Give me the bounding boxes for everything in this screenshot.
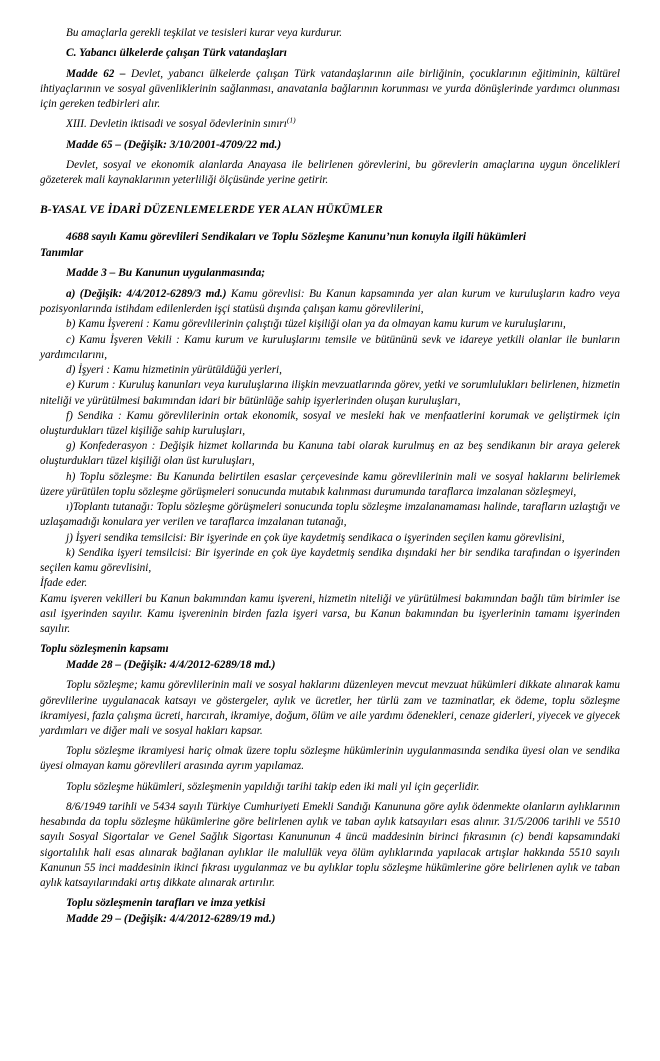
spacer: [40, 217, 620, 230]
heading-toplu-sozlesme-kapsami: Toplu sözleşmenin kapsamı: [40, 643, 169, 656]
madde-62-label: Madde 62 –: [66, 67, 132, 80]
paragraph-madde-3-f: f) Sendika : Kamu görevlilerinin ortak ekonomik, sosyal ve mesleki hak ve menfaatlerini korumak ve geliştirmek için oluşturdukları tüzel kişiliğe sahip kuruluşları,: [40, 409, 620, 438]
paragraph-isveren-vekilleri: Kamu işveren vekilleri bu Kanun bakımından kamu işvereni, hizmetin niteliği ve yürütülmesi bakımından bağlı tüm birimler ise asıl işyerinden sayılır. Kamu işvereninin birden fazla işyeri varsa, bu Kanun bakımından bu işyerlerinin tamamı işyerinden sayılır.: [40, 592, 620, 636]
heading-tanimlar: Tanımlar: [40, 246, 84, 259]
paragraph-ifade-eder: İfade eder.: [40, 577, 88, 590]
paragraph-b1: Bu amaçlarla gerekli teşkilat ve tesisleri kurar veya kurdurur.: [66, 27, 342, 39]
paragraph-madde-3-a: [40, 287, 620, 317]
paragraph-madde-28-p2: Toplu sözleşme ikramiyesi hariç olmak üzere toplu sözleşme hükümlerinin uygulanmasında sendika üyesi olan ve sendika üyesi olmayan kamu görevlileri arasında ayrım yapılamaz.: [40, 745, 620, 773]
paragraph-madde-3-d: d) İşyeri : Kamu hizmetinin yürütüldüğü yerleri,: [66, 364, 282, 377]
section-heading-b: B-YASAL VE İDARİ DÜZENLEMELERDE YER ALAN HÜKÜMLER: [40, 202, 383, 216]
paragraph-madde-3-c: c) Kamu İşveren Vekili : Kamu kurum ve kuruluşlarını temsile ve bütününü sevk ve idareye yetkili olanlar ile bunların yardımcılarını,: [40, 333, 620, 361]
roman-xiii-text: XIII. Devletin iktisadi ve sosyal ödevlerinin sınırı: [66, 118, 287, 131]
madde-62-text: Devlet, yabancı ülkelerde çalışan Türk vatandaşlarının aile birliğinin, çocuklarının eğitiminin, kültürel ihtiyaçlarının ve sosyal güvenliklerinin sağlanması, anavatanla bağlarının korunması ve yurda dönüşlerinde yardımcı olunması için gereken tedbirleri alır.: [40, 67, 620, 111]
paragraph-madde-28-p4: 8/6/1949 tarihli ve 5434 sayılı Türkiye Cumhuriyeti Emekli Sandığı Kanununa göre aylık ödenmekte olanların aylıklarının hesabında da toplu sözleşme hükümlerine göre belirlenen aylık ve taban aylık katsayıları esas alınır. 31/5/2006 tarihli ve 5510 sayılı Sosyal Sigortalar ve Genel Sağlık Sigortası Kanununun 4 üncü maddesinin birinci fıkrasının (c) bendi kapsamındaki sigortalılık hali esas alınarak bağlanan aylıklar ile malullük veya ölüm aylıklarında yapılacak artışlar hakkında 5510 sayılı Kanunun 55 inci maddesinin ikinci fıkrası uygulanmaz ve bu aylıklar toplu sözleşme hükümlerine göre belirlenen aylık ve taban aylık katsayılarındaki artış dikkate alınarak artırılır.: [40, 800, 620, 890]
paragraph-madde-3-b: b) Kamu İşvereni : Kamu görevlilerinin çalıştığı tüzel kişiliği olan ya da olmayan kamu kurum ve kuruluşlarını,: [66, 318, 566, 331]
spacer: [40, 189, 620, 202]
paragraph-madde-3-g: g) Konfederasyon : Değişik hizmet kollarında bu Kanuna tabi olarak kurulmuş en az beş sendikanın bir araya gelerek oluşturdukları tüzel kişiliği olan üst kuruluşları,: [40, 440, 620, 468]
paragraph-madde-65-body: Devlet, sosyal ve ekonomik alanlarda Anayasa ile belirlenen görevlerini, bu görevlerin amaçlarına uygun öncelikleri gözeterek mali kaynaklarının yeterliliği ölçüsünde yerine getirir.: [40, 159, 620, 187]
heading-madde-29: Madde 29 – (Değişik: 4/4/2012-6289/19 md.): [66, 912, 276, 925]
madde-3-a-text: Kamu görevlisi: Bu Kanun kapsamında yer alan kurum ve kuruluşların kadro veya pozisyonlarında istihdam edilenlerden işçi statüsü dışında çalışan kamu görevlilerini,: [40, 287, 620, 316]
paragraph-madde-28-p3: Toplu sözleşme hükümleri, sözleşmenin yapıldığı tarihi takip eden iki mali yıl için geçerlidir.: [66, 780, 480, 793]
paragraph-madde-28-p1: Toplu sözleşme; kamu görevlilerinin mali ve sosyal haklarını düzenleyen mevcut mevzuat hükümleri dikkate alınarak kamu görevlilerine uygulanacak katsayı ve göstergeler, aylık ve ücretler, her türlü zam ve tazminatlar, ek ödeme, toplu sözleşme ikramiyesi, fazla çalışma ücreti, harcırah, ikramiye, doğum, ölüm ve aile yardımı ödenekleri, cenaze giderleri, yiyecek ve giyecek yardımları ve diğer mali ve sosyal hakları kapsar.: [40, 679, 620, 737]
paragraph-madde-62: [40, 67, 620, 113]
madde-3-a-label: a) (Değişik: 4/4/2012-6289/3 md.): [66, 287, 231, 300]
paragraph-madde-3-j: j) İşyeri sendika temsilcisi: Bir işyerinde en çok üye kaydetmiş sendikaca o işyerinden seçilen kamu görevlisini,: [66, 531, 565, 544]
paragraph-madde-3-k: k) Sendika işyeri temsilcisi: Bir işyerinde en çok üye kaydetmiş sendika dışındaki her bir sendika tarafından o işyerinden seçilen kamu görevlisini,: [40, 546, 620, 575]
paragraph-madde-3-i: ı)Toplantı tutanağı: Toplu sözleşme görüşmeleri sonucunda toplu sözleşme imzalanamaması halinde, tarafların uzlaştığı ve uzlaşamadığı konulara yer verilen ve taraflarca imzalanan tutanağı,: [40, 501, 620, 529]
footnote-marker: (1): [286, 115, 296, 125]
heading-kanun-4688: 4688 sayılı Kamu görevlileri Sendikaları ve Toplu Sözleşme Kanunu’nun konuyla ilgili hükümleri: [66, 231, 527, 244]
heading-toplu-sozlesme-taraflari: Toplu sözleşmenin tarafları ve imza yetkisi: [66, 897, 266, 910]
heading-madde-3: Madde 3 – Bu Kanunun uygulanmasında;: [66, 267, 266, 280]
heading-yabanci-ulkelerde: C. Yabancı ülkelerde çalışan Türk vatandaşları: [66, 47, 287, 60]
heading-madde-65: Madde 65 – (Değişik: 3/10/2001-4709/22 md.): [66, 138, 282, 151]
paragraph-madde-3-h: h) Toplu sözleşme: Bu Kanunda belirtilen esaslar çerçevesinde kamu görevlilerinin mali ve sosyal haklarını belirlemek üzere yürütülen toplu sözleşme görüşmeleri sonucunda mutabık kalınması durumunda taraflarca imzalanan sözleşmeyi,: [40, 470, 620, 498]
paragraph-roman-xiii: [40, 117, 620, 132]
paragraph-madde-3-e: e) Kurum : Kuruluş kanunları veya kuruluşlarına ilişkin mevzuatlarında görev, yetki ve sorumlulukları belirlenen, hizmetin niteliği ve yürütülmesi bakımından idari bir bütünlüğe sahip işyerlerinden oluşan kuruluşları,: [40, 379, 620, 407]
heading-madde-28: Madde 28 – (Değişik: 4/4/2012-6289/18 md.): [66, 658, 276, 671]
